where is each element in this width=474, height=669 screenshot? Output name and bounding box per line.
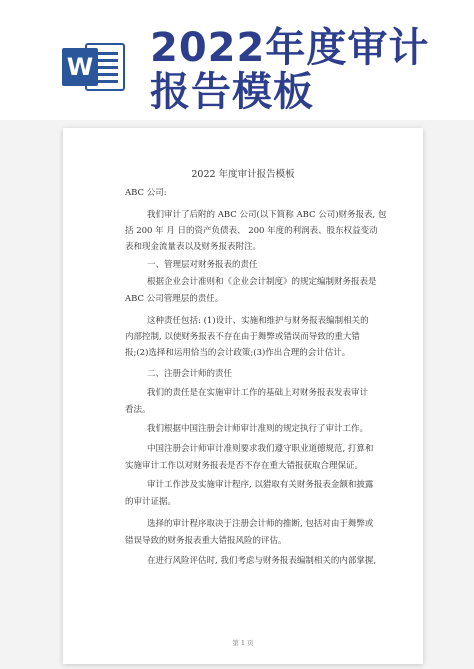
section-heading: 一、管理层对财务报表的责任 (147, 260, 258, 270)
text-line: 审计工作涉及实施审计程序, 以猎取有关财务报表金额和披露 (147, 480, 374, 490)
text-line: 我们的责任是在实施审计工作的基础上对财务报表发表审计 (147, 388, 369, 398)
word-logo-letter: W (66, 53, 94, 81)
text-line: 我们根据中国注册会计师审计准则的规定执行了审计工作。 (147, 424, 369, 434)
text-line: 我们审计了后附的 ABC 公司(以下简称 ABC 公司)财务报表, 包 (147, 210, 387, 220)
text-line: 报;(2)选择和运用恰当的会计政策;(3)作出合理的会计估计。 (125, 348, 351, 358)
text-line: 这种责任包括: (1)设计、实施和维护与财务报表编制相关的 (147, 316, 369, 326)
document-title: 2022 年度审计报告模板 (191, 169, 295, 180)
text-line: 中国注册会计师审计准则要求我们遵守职业道德规范, 打算和 (147, 444, 374, 454)
banner (0, 0, 474, 120)
text-line: 实施审计工作以对财务报表是否不存在重大错报获取合理保证。 (125, 461, 364, 471)
text-line: 在进行风险评估时, 我们考虑与财务报表编制相关的内部掌握, (147, 556, 377, 566)
banner-title (150, 26, 429, 114)
text-line: 错误导致的财务报表重大错报风险的评估。 (125, 536, 287, 546)
text-line: 的审计证据。 (125, 497, 177, 507)
text-line: 内部控制, 以使财务报表不存在由于舞弊或错误而导致的重大错 (125, 332, 360, 342)
banner-title-line1: 2022年度审计 (150, 25, 430, 71)
text-line: 表和现金流量表以及财务报表附注。 (125, 242, 262, 252)
page-number: 第 1 页 (232, 639, 254, 647)
section-heading: 二、注册会计师的责任 (147, 369, 233, 379)
document-page (63, 128, 423, 664)
text-line: 根据企业会计准则和《企业会计制度》的规定编制财务报表是 (147, 277, 377, 287)
banner-title-line2: 报告模板 (150, 69, 314, 115)
text-line: 选择的审计程序取决于注册会计师的推断, 包括对由于舞弊或 (147, 519, 374, 529)
salutation: ABC 公司: (125, 188, 167, 198)
text-line: 括 200 年 月 日的资产负债表、 200 年度的利润表、股东权益变动 (125, 226, 378, 236)
word-icon (62, 40, 126, 94)
text-line: ABC 公司管理层的责任。 (125, 294, 224, 304)
text-line: 看法。 (125, 405, 151, 415)
